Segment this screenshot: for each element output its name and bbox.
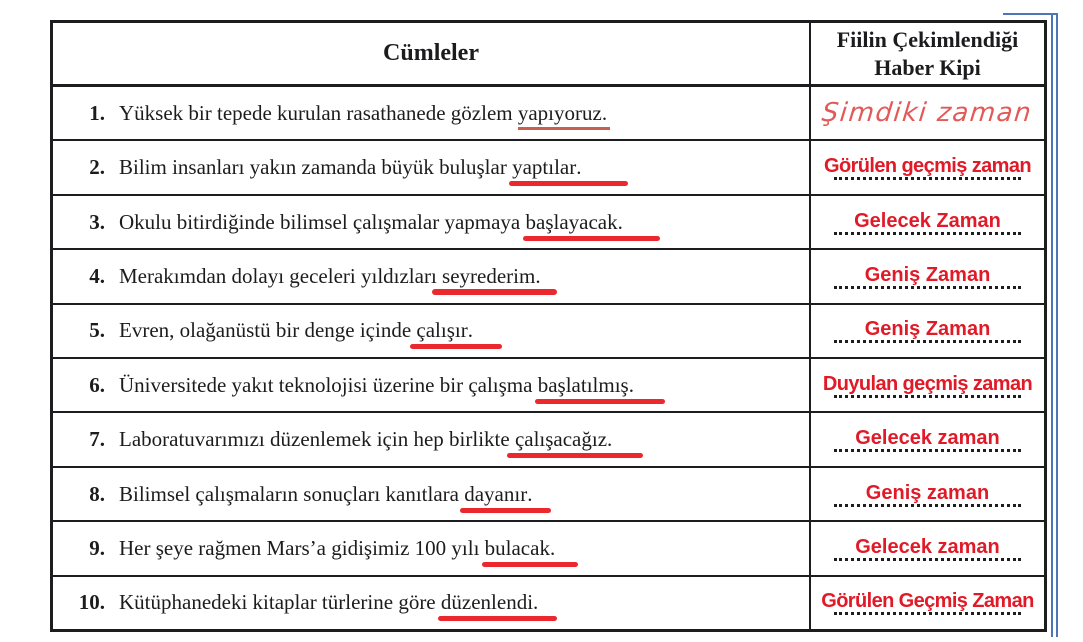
answer-cell	[811, 250, 1044, 302]
sentence-after: .	[607, 427, 613, 452]
header-sentences-label: Cümleler	[383, 40, 479, 66]
sentence-cell	[53, 413, 811, 465]
row-number: 2.	[89, 155, 105, 180]
table-row	[53, 250, 1044, 304]
answer-text: Duyulan geçmiş zaman	[822, 372, 1033, 395]
sentence-cell	[53, 250, 811, 302]
scan-edge-line-inner	[1056, 13, 1058, 637]
sentence-text	[119, 536, 555, 561]
underlined-verb: seyrederim	[442, 263, 536, 288]
sentence-cell	[53, 359, 811, 411]
scan-edge-line-top	[1003, 13, 1058, 15]
sentence-before: Laboratuvarımızı düzenlemek için hep birlikte	[119, 427, 515, 452]
table-row	[53, 468, 1044, 522]
answer-cell	[811, 577, 1044, 629]
sentence-after: .	[467, 318, 473, 343]
underlined-verb: dayanır	[464, 481, 528, 506]
answer-text: Gelecek zaman	[855, 427, 1000, 450]
handwritten-answer: Şimdiki zaman	[820, 98, 1035, 129]
sentence-before: Merakımdan dolayı geceleri yıldızları	[119, 263, 443, 288]
sentence-before: Evren, olağanüstü bir denge içinde	[119, 318, 417, 343]
answer-text: Görülen Geçmiş Zaman	[821, 590, 1034, 613]
answer-text: Geniş Zaman	[864, 318, 991, 341]
answer-cell	[811, 196, 1044, 248]
table-row	[53, 359, 1044, 413]
row-number: 9.	[89, 535, 105, 560]
sentence-cell	[53, 522, 811, 574]
row-number: 5.	[89, 318, 105, 343]
row-number: 6.	[89, 372, 105, 397]
sentence-after: .	[533, 590, 539, 615]
table-row	[53, 577, 1044, 629]
answer-text: Geniş Zaman	[864, 263, 991, 286]
row-number: 4.	[89, 263, 105, 288]
sentence-text	[119, 373, 634, 398]
underlined-verb: düzenlendi	[440, 590, 534, 615]
header-cell-tense	[811, 23, 1044, 84]
sentence-cell	[53, 87, 811, 139]
answer-cell	[811, 359, 1044, 411]
sentence-after: .	[628, 372, 634, 397]
answer-text: Görülen geçmiş zaman	[824, 155, 1031, 178]
header-tense-label: Fiilin Çekimlendiği Haber Kipi	[836, 27, 1019, 80]
answer-cell	[811, 468, 1044, 520]
sentence-before: Bilim insanları yakın zamanda büyük buluşlar	[119, 155, 513, 180]
table-row	[53, 522, 1044, 576]
sentence-after: .	[617, 209, 623, 234]
sentence-text	[119, 155, 581, 180]
answer-text: Gelecek zaman	[855, 535, 1000, 558]
answer-cell	[811, 305, 1044, 357]
row-number: 10.	[78, 590, 105, 615]
table-row	[53, 413, 1044, 467]
sentence-cell	[53, 305, 811, 357]
sentence-before: Yüksek bir tepede kurulan rasathanede gözlem	[119, 100, 518, 125]
table-header-row	[53, 23, 1044, 87]
underlined-verb: başlayacak	[525, 209, 618, 234]
sentence-after: .	[576, 155, 582, 180]
table-row	[53, 196, 1044, 250]
answer-text: Geniş zaman	[865, 481, 990, 504]
sentence-cell	[53, 468, 811, 520]
underlined-verb: çalışacağız	[514, 427, 608, 452]
sentence-text	[119, 482, 532, 507]
table-row	[53, 87, 1044, 141]
tense-worksheet-table	[50, 20, 1047, 632]
sentence-cell	[53, 196, 811, 248]
header-cell-sentences	[53, 23, 811, 84]
table-row	[53, 141, 1044, 195]
row-number: 8.	[89, 481, 105, 506]
sentence-before: Her şeye rağmen Mars’a gidişimiz 100 yılı	[119, 535, 485, 560]
answer-cell	[811, 522, 1044, 574]
sentence-after: .	[549, 535, 556, 560]
answer-cell	[811, 87, 1044, 139]
sentence-text	[119, 427, 612, 452]
scan-edge-line-outer	[1051, 13, 1053, 637]
sentence-text	[119, 318, 473, 343]
answer-text: Gelecek Zaman	[854, 209, 1001, 232]
sentence-text	[119, 590, 538, 615]
underlined-verb: yaptılar	[512, 155, 577, 180]
sentence-before: Okulu bitirdiğinde bilimsel çalışmalar yapmaya	[119, 209, 526, 234]
sentence-text	[119, 210, 623, 235]
sentence-before: Üniversitede yakıt teknolojisi üzerine bir çalışma	[119, 372, 538, 397]
sentence-cell	[53, 141, 811, 193]
sentence-after: .	[527, 481, 533, 506]
row-number: 1.	[89, 100, 105, 125]
sentence-after: .	[601, 100, 608, 125]
underlined-verb: başlatılmış	[537, 372, 629, 397]
answer-cell	[811, 413, 1044, 465]
sentence-text	[119, 101, 607, 126]
sentence-after: .	[535, 263, 541, 288]
underlined-verb: bulacak	[484, 535, 550, 560]
answer-cell	[811, 141, 1044, 193]
underlined-verb: yapıyoruz	[517, 100, 602, 125]
sentence-before: Bilimsel çalışmaların sonuçları kanıtlara	[119, 481, 465, 506]
sentence-cell	[53, 577, 811, 629]
sentence-text	[119, 264, 541, 289]
sentence-before: Kütüphanedeki kitaplar türlerine göre	[119, 590, 441, 615]
table-row	[53, 305, 1044, 359]
row-number: 7.	[89, 427, 105, 452]
underlined-verb: çalışır	[416, 318, 468, 343]
row-number: 3.	[89, 209, 105, 234]
